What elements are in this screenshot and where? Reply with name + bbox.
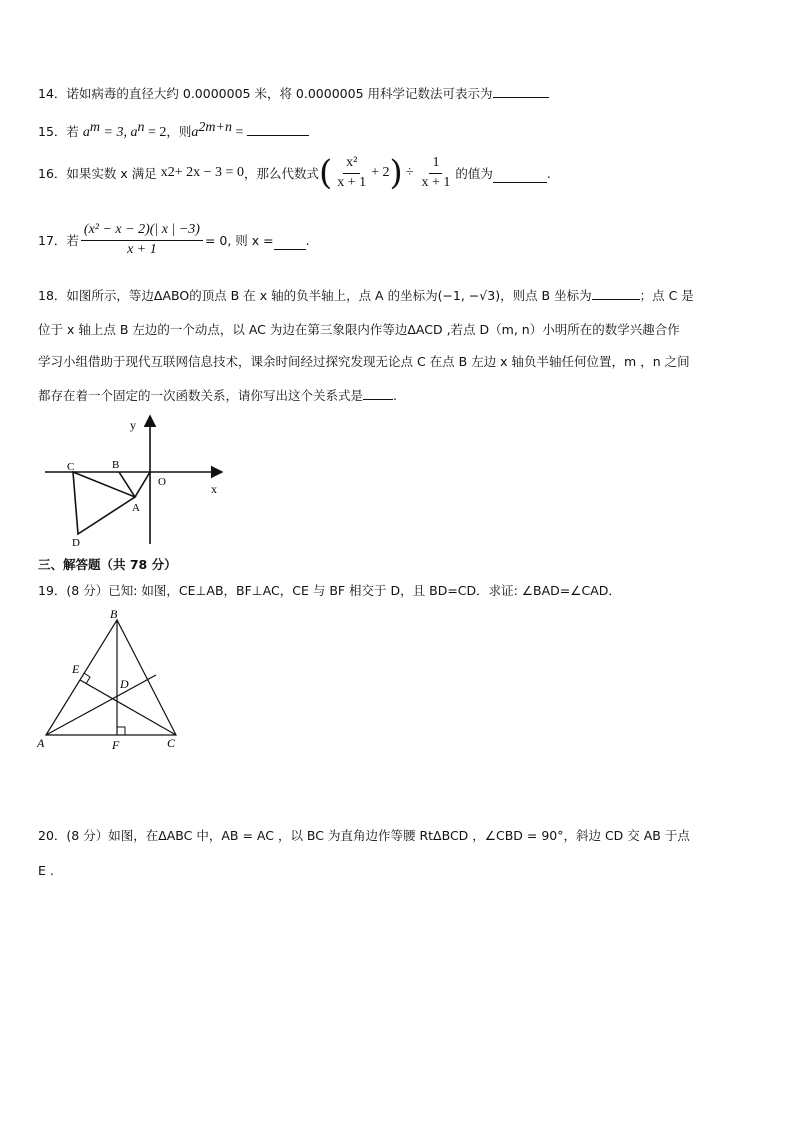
question-20-line-2 [38,863,54,878]
question-15-prefix: 15．若 [38,124,79,140]
label-a: A [132,502,140,514]
question-16-mid: ，那么代数式 [243,165,319,181]
question-19 [38,583,621,598]
label-e: E [72,662,80,676]
fraction-denominator: x + 1 [421,174,451,190]
fraction-denominator: x + 1 [337,174,367,190]
fraction-numerator: 1 [429,155,442,174]
section-heading: 三、解答题（共 78 分） [38,557,177,572]
question-20-line-1 [38,828,690,843]
label-b: B [112,459,120,471]
question-16-prefix: 16．如果实数 x 满足 [38,165,157,181]
math-sup: m [89,120,101,135]
question-18-text: 位于 x 轴上点 B 左边的一个动点，以 AC 为边在第三象限内作等边ΔACD ,若点 D（m, n）小明所在的数学兴趣合作 [38,322,680,337]
math-text: = 3, a [100,125,138,141]
label-d: D [120,677,129,691]
question-16 [38,155,551,192]
math-text: + 2 [371,164,390,180]
answer-blank[interactable] [493,85,549,98]
figure-19 [34,605,184,755]
triangle-abc [46,620,176,735]
math-sup: 2m+n [198,120,232,135]
math-text: x [160,164,168,180]
label-y: y [130,418,136,432]
question-18-text: 学习小组借助于现代互联网信息技术，课余时间经过探究发现无论点 C 在点 B 左边 x 轴负半轴任何位置，m ，n 之间 [38,354,690,369]
fraction-2 [419,155,454,192]
answer-blank[interactable] [247,123,309,136]
math-text: + 2x − 3 = 0 [174,164,244,180]
left-paren: ( [318,153,333,194]
segment-ao [135,472,150,497]
question-15 [38,120,309,142]
label-o: O [158,476,166,488]
label-a: A [37,736,45,750]
question-16-suffix: 的值为 [455,165,493,181]
fraction-1 [334,155,369,192]
label-d: D [72,537,80,549]
question-15-then: ，则 [166,124,192,140]
fraction-numerator: (x² − x − 2)(| x | −3) [81,222,203,241]
label-b: B [110,607,118,621]
answer-blank[interactable] [274,237,306,250]
label-x: x [211,482,217,496]
question-18-line-4 [38,387,397,403]
math-var: a [191,125,199,141]
question-18-text: 都存在着一个固定的一次函数关系，请你写出这个关系式是 [38,388,364,403]
math-text: = [231,125,244,141]
question-18-line-2 [38,322,680,337]
question-18-line-3 [38,354,690,369]
question-20-text: 20．(8 分）如图，在ΔABC 中，AB = AC ，以 BC 为直角边作等腰 RtΔBCD ，∠CBD = 90°，斜边 CD 交 AB 于点 [38,828,690,843]
math-sup: 2 [167,165,175,180]
question-18-text: ；点 C 是 [639,288,694,303]
answer-blank[interactable] [592,287,640,300]
math-var: a [82,125,90,141]
label-c: C [167,736,176,750]
label-f: F [112,738,120,752]
question-14 [38,85,549,101]
answer-blank[interactable] [493,170,547,183]
fraction-numerator: x² [343,155,360,174]
question-17-mid: = 0, 则 x = [204,232,274,248]
math-text: = 2 [144,125,167,141]
question-17-end: . [305,232,310,248]
answer-blank[interactable] [363,387,393,400]
fraction-denominator: x + 1 [127,241,157,257]
question-17 [38,222,310,259]
segment-ad-extended [46,675,156,735]
fraction [81,222,203,259]
right-angle-f [117,727,125,735]
label-c: C [67,461,75,473]
question-17-prefix: 17．若 [38,232,79,248]
question-14-text: 14．诺如病毒的直径大约 0.0000005 米，将 0.0000005 用科学记数法可表示为 [38,86,493,101]
question-18-text: . [393,388,397,403]
question-19-text: 19．(8 分）已知: 如图，CE⊥AB，BF⊥AC，CE 与 BF 相交于 D，且 BD=CD．求证: ∠BAD=∠CAD． [38,583,621,598]
question-16-end: . [546,165,551,181]
figure-18 [40,412,240,552]
divide-sign: ÷ [405,164,414,180]
question-18-line-1 [38,287,694,303]
math-sup: n [137,120,145,135]
question-18-text: 18．如图所示，等边ΔABO的顶点 B 在 x 轴的负半轴上，点 A 的坐标为(−1, −√3)，则点 B 坐标为 [38,288,592,303]
question-20-text: E . [38,863,54,878]
right-paren: ) [389,153,403,194]
